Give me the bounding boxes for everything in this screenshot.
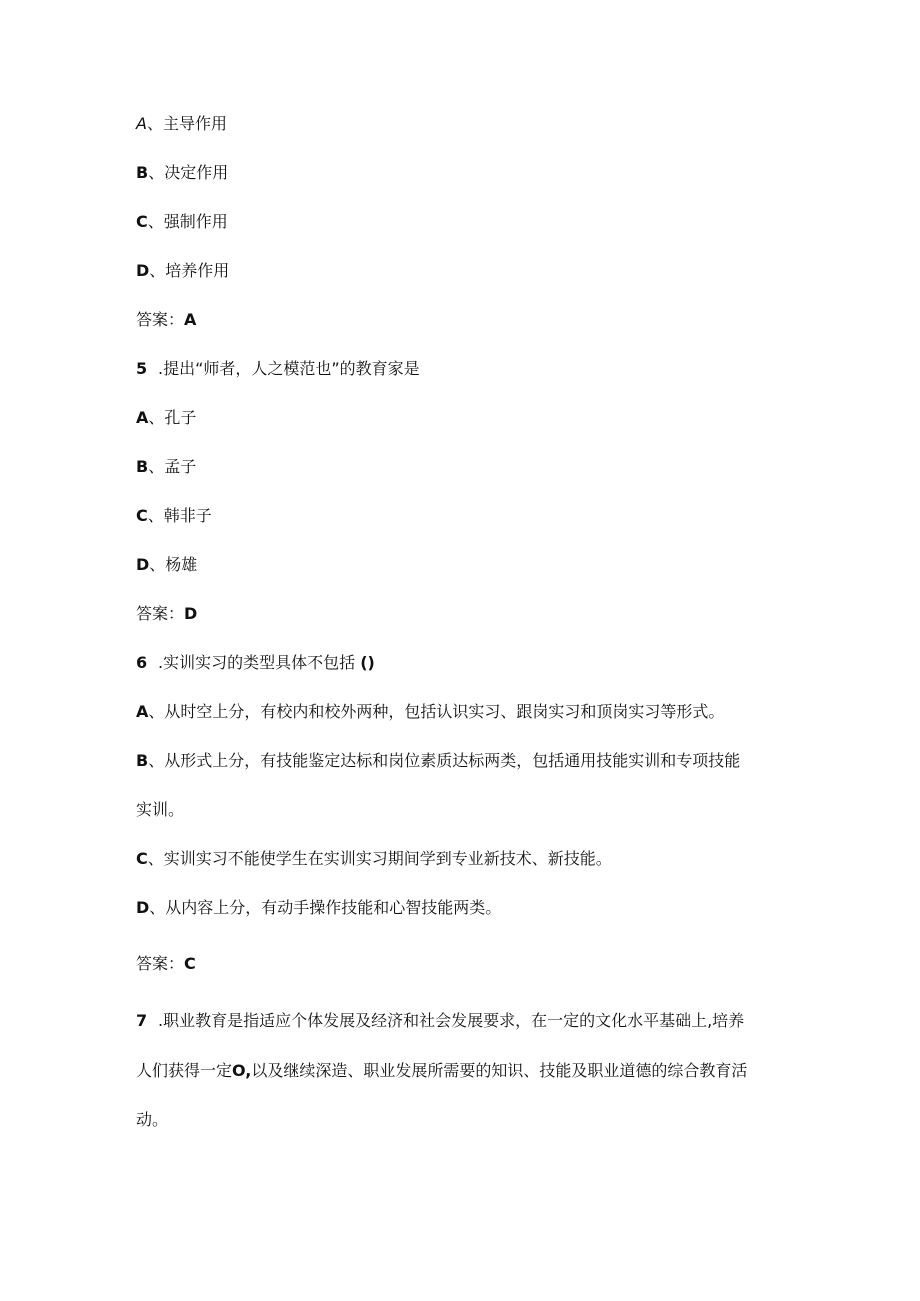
option-a	[136, 114, 227, 134]
option-c	[136, 212, 228, 232]
option-c	[136, 506, 212, 526]
option-text: 实训实习不能使学生在实训实习期间学到专业新技术、新技能。	[163, 849, 612, 868]
option-text: 孔子	[164, 408, 197, 427]
question-5	[136, 359, 420, 379]
question-text: .实训实习的类型具体不包括	[158, 653, 356, 672]
option-separator: 、	[148, 163, 165, 182]
question-7	[136, 1011, 744, 1031]
option-label: D	[136, 261, 150, 280]
option-text: 从内容上分，有动手操作技能和心智技能两类。	[165, 898, 502, 917]
option-separator: 、	[148, 751, 165, 770]
question-text: .提出“师者，人之模范也”的教育家是	[158, 359, 420, 378]
question-blank: ()	[360, 653, 375, 672]
option-c	[136, 849, 612, 869]
option-separator: 、	[147, 212, 164, 231]
option-text: 从形式上分，有技能鉴定达标和岗位素质达标两类，包括通用技能实训和专项技能	[164, 751, 741, 770]
option-label: A	[136, 702, 149, 721]
answer-prefix: 答案：	[136, 954, 185, 973]
question-number: 7	[136, 1011, 148, 1030]
option-separator: 、	[148, 457, 165, 476]
option-b	[136, 457, 196, 477]
answer-prefix: 答案：	[136, 310, 185, 329]
option-label: C	[136, 849, 148, 868]
question-7-line-3: 动。	[136, 1110, 169, 1129]
question-text: .职业教育是指适应个体发展及经济和社会发展要求，在一定的文化水平基础上,培养	[158, 1011, 745, 1030]
option-text: 从时空上分，有校内和校外两种，包括认识实习、跟岗实习和顶岗实习等形式。	[164, 702, 725, 721]
question-7-line-2	[136, 1061, 747, 1081]
option-b	[136, 751, 740, 771]
option-text: 培养作用	[165, 261, 230, 280]
option-b-continuation: 实训。	[136, 800, 185, 819]
option-text: 杨雄	[165, 555, 198, 574]
option-separator: 、	[148, 408, 165, 427]
answer-value: C	[184, 954, 196, 973]
option-text: 韩非子	[163, 506, 212, 525]
option-separator: 、	[149, 261, 166, 280]
option-text: 孟子	[164, 457, 197, 476]
answer-line	[136, 604, 197, 624]
option-text: 决定作用	[164, 163, 229, 182]
option-separator: 、	[147, 506, 164, 525]
option-d	[136, 898, 501, 918]
option-a	[136, 702, 724, 722]
option-label: D	[136, 898, 150, 917]
option-d	[136, 261, 229, 281]
option-separator: 、	[146, 114, 163, 133]
option-separator: 、	[148, 702, 165, 721]
answer-prefix: 答案：	[136, 604, 185, 623]
answer-line	[136, 954, 196, 974]
answer-line	[136, 310, 196, 330]
question-text: 人们获得一定	[136, 1061, 233, 1080]
option-label: C	[136, 212, 148, 231]
option-text: 主导作用	[162, 114, 227, 133]
option-a	[136, 408, 196, 428]
option-b	[136, 163, 228, 183]
answer-value: A	[184, 310, 197, 329]
option-label: A	[136, 114, 147, 133]
option-label: C	[136, 506, 148, 525]
option-separator: 、	[147, 849, 164, 868]
option-separator: 、	[149, 898, 166, 917]
option-label: A	[136, 408, 149, 427]
option-text: 强制作用	[163, 212, 228, 231]
answer-value: D	[184, 604, 198, 623]
option-label: B	[136, 457, 149, 476]
question-blank: O,	[232, 1061, 252, 1080]
option-label: B	[136, 163, 149, 182]
question-number: 5	[136, 359, 148, 378]
question-number: 6	[136, 653, 148, 672]
option-label: D	[136, 555, 150, 574]
question-text: 以及继续深造、职业发展所需要的知识、技能及职业道德的综合教育活	[251, 1061, 748, 1080]
option-label: B	[136, 751, 149, 770]
option-separator: 、	[149, 555, 166, 574]
option-d	[136, 555, 197, 575]
question-6	[136, 653, 375, 673]
